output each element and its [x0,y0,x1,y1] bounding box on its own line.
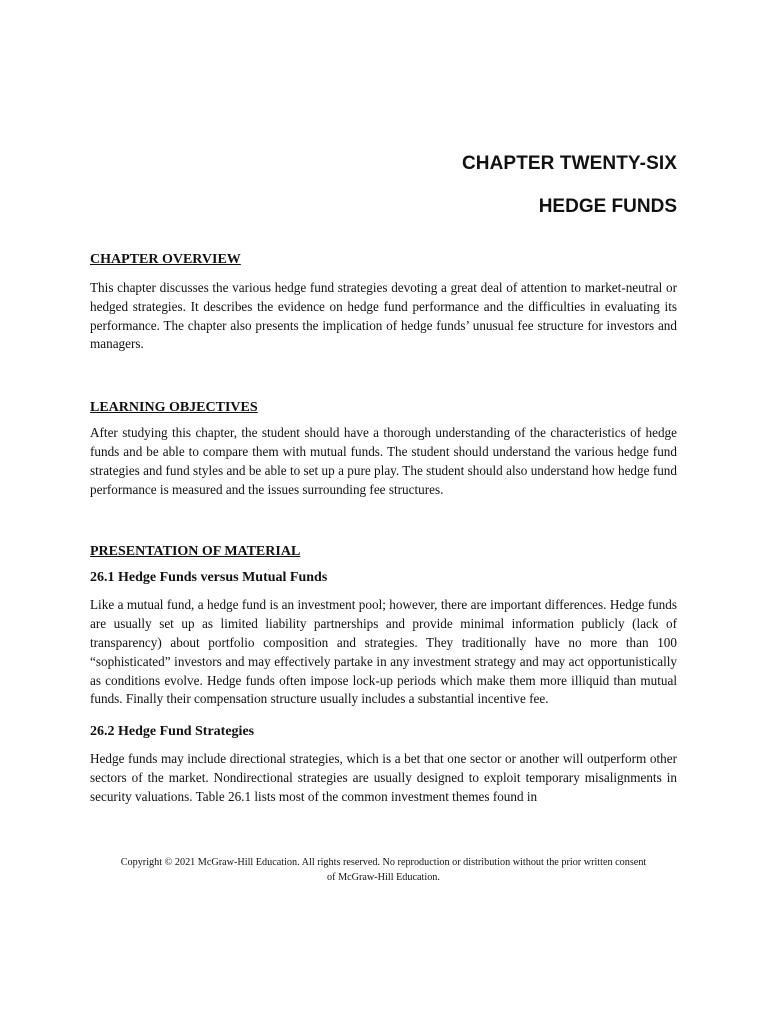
document-page [90,0,677,1024]
copyright-line-1: Copyright © 2021 McGraw-Hill Education. All rights reserved. No reproduction or distribution without the prior written consent [120,857,647,868]
subsection-heading-26-2: 26.2 Hedge Fund Strategies [90,724,255,740]
subsection-paragraph-26-2: Hedge funds may include directional strategies, which is a bet that one sector or another will outperform other sectors of the market. Nondirectional strategies are usually designed to exploit temporary misalignments in security valuations. Table 26.1 lists most of the common investment themes found in [90,751,677,804]
chapter-subtitle: HEDGE FUNDS [538,196,677,217]
presentation-heading: PRESENTATION OF MATERIAL [90,544,301,560]
document-body [90,250,677,807]
copyright-line-2: of McGraw-Hill Education. [327,872,440,883]
subsection-paragraph-26-1: Like a mutual fund, a hedge fund is an investment pool; however, there are important differences. Hedge funds are usually set up as limited liability partnerships and provide minimal information publicly (lack of transparency) about portfolio composition and strategies. They traditionally have no more than 100 “sophisticated” investors and may effectively partake in any investment strategy and may act opportunistically as conditions evolve. Hedge funds often impose lock-up periods which make them more illiquid than mutual funds. Finally their compensation structure usually includes a substantial incentive fee. [90,597,677,707]
objectives-heading: LEARNING OBJECTIVES [90,400,258,416]
copyright-footer [90,855,677,885]
overview-heading: CHAPTER OVERVIEW [90,252,241,267]
subsection-heading-26-1: 26.1 Hedge Funds versus Mutual Funds [90,570,328,586]
objectives-paragraph: After studying this chapter, the student should have a thorough understanding of the characteristics of hedge funds and be able to compare them with mutual funds. The student should understand the various hedge fund strategies and fund styles and be able to set up a pure play. The student should also understand how hedge fund performance is measured and the issues surrounding fee structures. [90,425,677,497]
chapter-title: CHAPTER TWENTY-SIX [461,153,677,174]
overview-paragraph: This chapter discusses the various hedge fund strategies devoting a great deal of attention to market-neutral or hedged strategies. It describes the evidence on hedge fund performance and the difficulties in evaluating its performance. The chapter also presents the implication of hedge funds’ unusual fee structure for investors and managers. [90,280,677,352]
